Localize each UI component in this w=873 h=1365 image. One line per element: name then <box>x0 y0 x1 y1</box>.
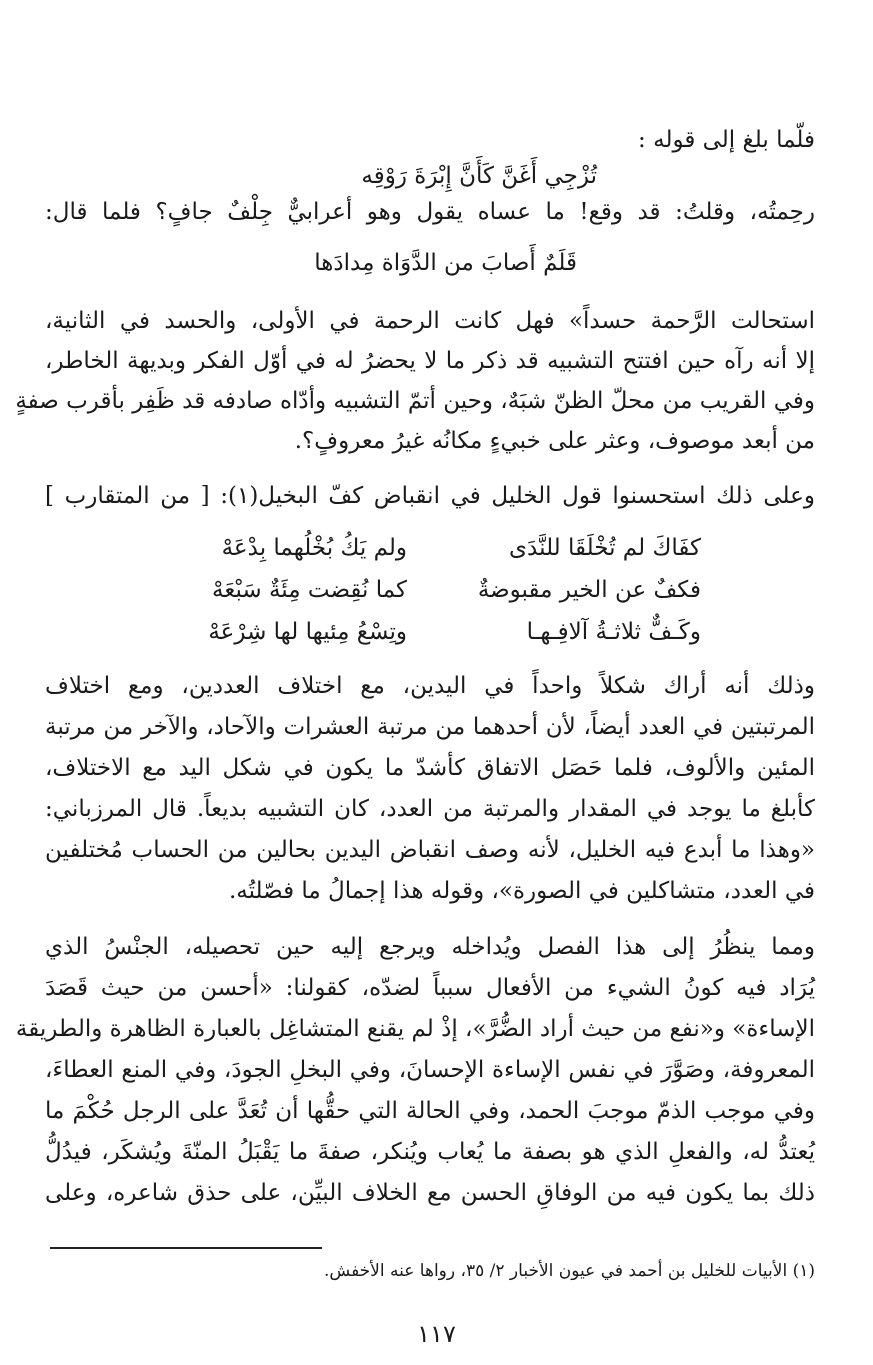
poem-hemistich: ولم يَكُ بُخْلُهما بِدْعَهْ <box>221 535 407 561</box>
paragraph-line: المرتبتين في العدد أيضاً، لأن أحدهما من مرتبة العشرات والآحاد، والآخر من مرتبة <box>45 714 815 740</box>
paragraph-line: كأبلغ ما يوجد في المقدار والمرتبة من العدد، كان التشبيه بديعاً. قال المرزباني: <box>45 796 815 822</box>
poem-hemistich: كفَاكَ لم تُخْلَقَا للنَّدَى <box>509 535 701 561</box>
paragraph-line: ومما ينظُرُ إلى هذا الفصل ويُداخله ويرجع إليه حين تحصيله، الجنْسُ الذي <box>45 934 815 960</box>
prose-line: رحِمتُه، وقلتُ: قد وقع! ما عساه يقول وهو أعرابيٌّ جِلْفٌ جافٍ؟ فلما قال: <box>45 199 815 225</box>
paragraph-line: وفي موجب الذمّ موجبَ الحمد، وفي الحالة التي حقُّها أن تُعَدَّ على الرجل حُكْمَ ما <box>45 1098 815 1124</box>
paragraph-line: من أبعد موصوف، وعثر على خبيءٍ مكانُه غيرُ معروفٍ؟. <box>294 428 815 454</box>
poem-hemistich: وكَـفٌّ ثلاثـةُ آلافِـهـا <box>526 619 701 645</box>
verse-line: قَلَمٌ أَصابَ من الدَّوَاة مِدادَها <box>314 250 577 276</box>
footnote-divider <box>50 1247 322 1249</box>
paragraph-line: «وهذا ما أبدع فيه الخليل، لأنه وصف انقباض اليدين بحالين من الحساب مُختلفين <box>45 837 815 863</box>
paragraph-line: استحالت الرَّحمة حسداً» فهل كانت الرحمة في الأولى، والحسد في الثانية، <box>45 308 815 334</box>
paragraph-line: يُرَاد فيه كونُ الشيء من الأفعال سبباً لضدّه، كقولنا: «أحسن من حيث قَصَدَ <box>45 975 815 1001</box>
poem-hemistich: كما نُقِضت مِئَةٌ سَبْعَهْ <box>212 577 407 603</box>
paragraph-line: المئين والألوف، فلما حَصَل الاتفاق كأشدّ ما يكون في شكل اليد مع الاختلاف، <box>45 755 815 781</box>
paragraph-line: المعروفة، وصَوَّرَ في نفس الإساءة الإحسانَ، وفي البخلِ الجودَ، وفي المنع العطاءَ، <box>45 1057 815 1083</box>
poem-hemistich: وتِسْعُ مِئيها لها شِرْعَهْ <box>208 619 407 645</box>
paragraph-line: ذلك بما يكون فيه من الوفاقِ الحسن مع الخلاف البيِّن، على حذق شاعره، وعلى <box>45 1180 815 1206</box>
page-number: ١١٧ <box>417 1320 456 1348</box>
intro-line: فلّما بلغ إلى قوله : <box>638 127 815 153</box>
footnote: (١) الأبيات للخليل بن أحمد في عيون الأخبار ٢/ ٣٥، رواها عنه الأخفش. <box>324 1261 815 1281</box>
paragraph-line: وفي القريب من محلّ الظنّ شبَهٌ، وحين أتمّ التشبيه وأدّاه صادفه قد ظَفِر بأقرب صفةٍ <box>15 388 815 414</box>
paragraph-line: إلا أنه رآه حين افتتح التشبيه قد ذكر ما لا يحضرُ له في أوّل الفكر وبديهة الخاطر، <box>45 348 815 374</box>
paragraph-line: الإساءة» و«نفع من حيث أراد الضُّرَّ»، إذْ لم يقنع المتشاغِل بالعبارة الظاهرة والطريقة <box>15 1016 815 1042</box>
paragraph-line: يُعتدُّ له، والفعلِ الذي هو بصفة ما يُعاب ويُنكر، صفةَ ما يَقْبَلُ المنّةَ ويُشكَر، فيدُلُّ <box>45 1139 815 1165</box>
verse-line: تُزْجِي أَغَنَّ كَأَنَّ إِبْرَةَ رَوْقِه <box>361 163 597 189</box>
paragraph-line: في العدد، متشاكلين في الصورة»، وقوله هذا إجمالُ ما فصّلتُه. <box>228 878 815 904</box>
poem-hemistich: فكفٌ عن الخير مقبوضةٌ <box>477 577 701 603</box>
paragraph-line: وعلى ذلك استحسنوا قول الخليل في انقباض كفّ البخيل(١): [ من المتقارب ] <box>45 483 815 509</box>
paragraph-line: وذلك أنه أراك شكلاً واحداً في اليدين، مع اختلاف العددين، ومع اختلاف <box>45 673 815 699</box>
